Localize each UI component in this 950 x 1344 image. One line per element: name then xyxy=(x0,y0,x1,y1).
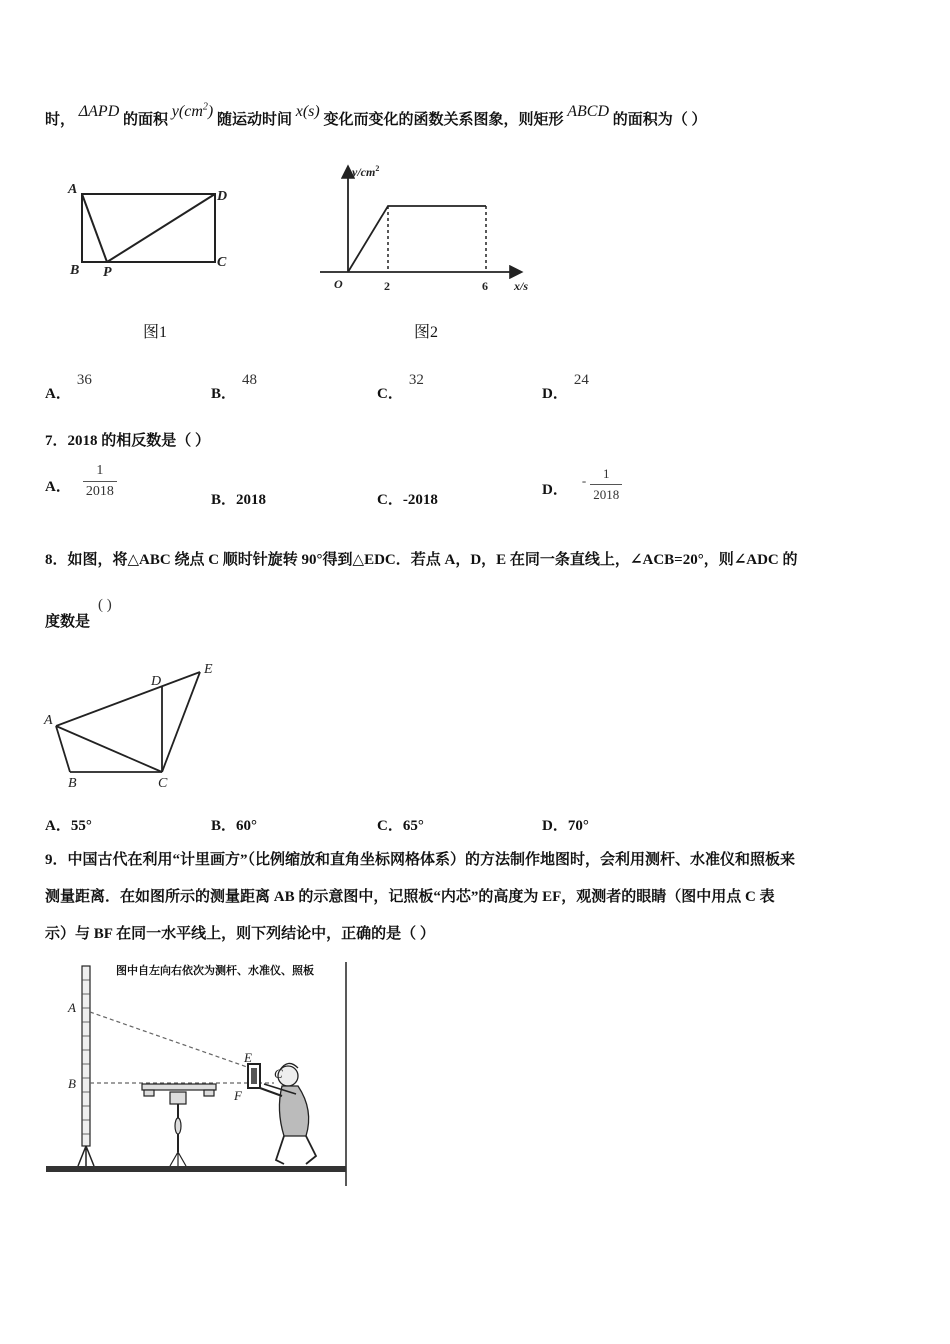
q6-figure-1 xyxy=(62,178,242,278)
label-b: B xyxy=(70,263,80,278)
q7-option-b[interactable]: B．2018 xyxy=(211,492,267,508)
figure-caption: 图中自左向右依次为测杆、水准仪、照板 xyxy=(116,965,314,977)
graph-line xyxy=(348,206,486,272)
segment-ab xyxy=(56,726,70,772)
q6-math-x-unit: x(s) xyxy=(295,103,320,120)
q8-option-d[interactable]: D．70° xyxy=(542,818,589,834)
label-d: D xyxy=(217,189,228,204)
q6-math-y-unit: $y(cm^2)$ xyxy=(171,101,214,120)
label-f: F xyxy=(234,1088,242,1103)
x-axis-label: x/s xyxy=(514,279,529,293)
q6-option-b[interactable]: B．48 xyxy=(211,372,258,402)
segment-pd xyxy=(107,194,215,262)
label-c: C xyxy=(274,1066,283,1081)
q9-stem-line-3: 示）与 BF 在同一水平线上，则下列结论中，正确的是（ ） xyxy=(45,926,435,942)
q6-stem-text-5: 的面积为（ ） xyxy=(612,112,707,128)
q6-figure-2 xyxy=(310,160,540,300)
q6-stem-text-4: 变化而变化的函数关系图象，则矩形 xyxy=(323,112,564,128)
q8-stem-line-2: 度数是 xyxy=(45,614,91,630)
segment-ap xyxy=(82,194,107,262)
label-e: E xyxy=(204,662,213,677)
label-e: E xyxy=(244,1050,252,1065)
rectangle-abcd xyxy=(82,194,215,262)
sight-board-icon xyxy=(248,1064,260,1088)
segment-ae xyxy=(56,672,200,726)
q8-option-c[interactable]: C．65° xyxy=(377,818,424,834)
q6-math-triangle-apd: ΔAPD xyxy=(78,103,120,120)
q6-stem-text-2: 的面积 xyxy=(123,112,169,128)
label-a: A xyxy=(44,713,53,728)
q6-stem-text-1: 时， xyxy=(45,112,76,128)
label-d: D xyxy=(151,674,162,689)
label-p: P xyxy=(103,265,112,278)
sight-line-a xyxy=(90,1012,250,1068)
q6-math-abcd: ABCD xyxy=(567,103,609,120)
q8-option-a[interactable]: A．55° xyxy=(45,818,92,834)
q9-stem-line-2: 测量距离．在如图所示的测量距离 AB 的示意图中，记照板“内芯”的高度为 EF，观测者的眼睛（图中用点 C 表 xyxy=(45,889,775,905)
ground-icon xyxy=(46,1166,346,1172)
q8-answer-paren: ( ) xyxy=(98,597,112,613)
q6-stem xyxy=(45,101,707,129)
label-a: A xyxy=(68,182,78,197)
fraction-neg-1-over-2018: $\frac{1}{2018}$ xyxy=(590,466,622,503)
fraction-1-over-2018: $\frac{1}{2018}$ xyxy=(83,463,117,500)
tick-label-6: 6 xyxy=(482,279,488,293)
q7-option-c[interactable]: C．-2018 xyxy=(377,492,438,508)
label-b: B xyxy=(68,776,77,791)
q7-stem: 7．2018 的相反数是（ ） xyxy=(45,433,211,449)
q6-option-d[interactable]: D．24 xyxy=(542,372,589,402)
q6-option-c[interactable]: C．32 xyxy=(377,372,424,402)
segment-ac xyxy=(56,726,162,772)
label-a: A xyxy=(68,1000,76,1015)
q8-stem: 8．如图，将△ABC 绕点 C 顺时针旋转 90°得到△EDC．若点 A，D，E 在同一条直线上，∠ACB=20°，则∠ADC 的 xyxy=(45,552,798,568)
q9-stem-line-1: 9．中国古代在利用“计里画方”（比例缩放和直角坐标网格体系）的方法制作地图时，会利用测杆、水准仪和照板来 xyxy=(45,852,796,868)
segment-ec xyxy=(162,672,200,772)
q8-figure xyxy=(40,658,230,793)
q7-option-a[interactable]: A． $\frac{1}{2018}$ xyxy=(45,463,117,500)
level-instrument-icon xyxy=(142,1084,216,1166)
q7-option-d[interactable]: D． - $\frac{1}{2018}$ xyxy=(542,466,622,503)
y-axis-label: $y/cm^2$ xyxy=(352,164,380,179)
observer-figure-icon xyxy=(260,1063,316,1164)
measuring-pole-icon xyxy=(78,966,94,1166)
q6-option-a[interactable]: A．36 xyxy=(45,372,92,402)
q9-figure xyxy=(44,960,350,1188)
q6-stem-text-3: 随运动时间 xyxy=(216,112,292,128)
q6-figure-2-caption: 图2 xyxy=(414,324,439,341)
q6-figure-1-caption: 图1 xyxy=(143,324,168,341)
label-c: C xyxy=(158,776,168,791)
label-c: C xyxy=(217,255,227,270)
label-b: B xyxy=(68,1076,76,1091)
q8-option-b[interactable]: B．60° xyxy=(211,818,258,834)
origin-label: O xyxy=(334,277,343,291)
tick-label-2: 2 xyxy=(384,279,390,293)
